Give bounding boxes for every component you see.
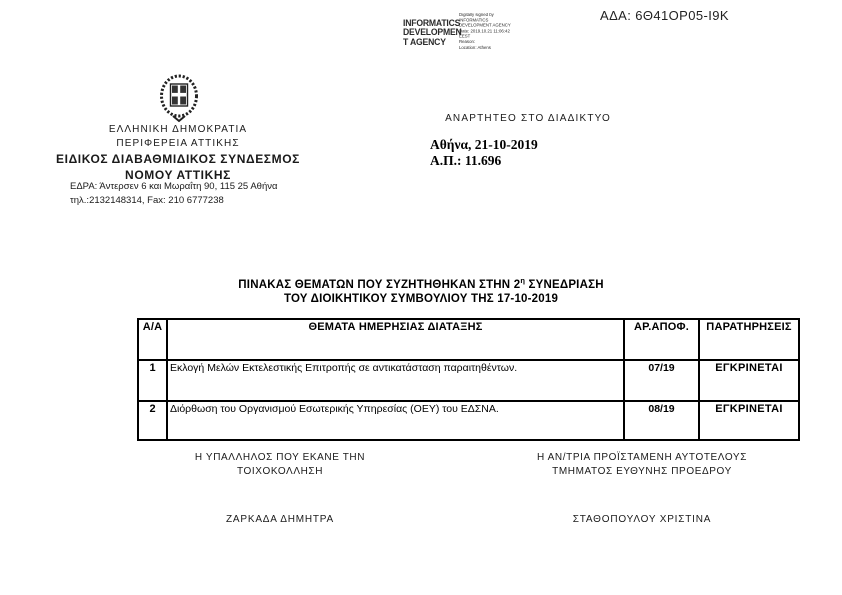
stamp-detail-line: DEVELOPMENT AGENCY	[459, 23, 511, 29]
digital-signature-stamp	[403, 19, 463, 47]
org-name-line1: ΕΙΔΙΚΟΣ ΔΙΑΒΑΘΜΙΔΙΚΟΣ ΣΥΝΔΕΣΜΟΣ	[56, 152, 300, 166]
protocol-number: Α.Π.: 11.696	[430, 153, 502, 168]
org-name-line2: ΝΟΜΟΥ ΑΤΤΙΚΗΣ	[125, 168, 231, 182]
signer-role-line1: Η ΑΝ/ΤΡΙΑ ΠΡΟΪΣΤΑΜΕΝΗ ΑΥΤΟΤΕΛΟΥΣ	[537, 452, 747, 463]
col-header-decision-no: ΑΡ.ΑΠΟΦ.	[624, 319, 699, 360]
signature-block-left	[145, 451, 415, 527]
stamp-detail-line: Reason:	[459, 40, 476, 45]
signer-name: ΖΑΡΚΑΔΑ ΔΗΜΗΤΡΑ	[226, 514, 334, 525]
row-remark: ΕΓΚΡΙΝΕΤΑΙ	[699, 360, 799, 401]
org-address: ΕΔΡΑ: Άντερσεν 6 και Μωραΐτη 90, 115 25 Αθήνα	[70, 181, 278, 192]
table-header-row	[138, 319, 799, 360]
digital-signature-details	[459, 13, 531, 51]
signer-role-line1: Η ΥΠΑΛΛΗΛΟΣ ΠΟΥ ΕΚΑΝΕ ΤΗΝ	[194, 452, 366, 463]
greek-coat-of-arms-icon	[157, 73, 201, 125]
row-topic: Εκλογή Μελών Εκτελεστικής Επιτροπής σε αντικατάσταση παραιτηθέντων.	[167, 360, 624, 401]
col-header-topics: ΘΕΜΑΤΑ ΗΜΕΡΗΣΙΑΣ ΔΙΑΤΑΞΗΣ	[167, 319, 624, 360]
title-line1: ΠΙΝΑΚΑΣ ΘΕΜΑΤΩΝ ΠΟΥ ΣΥΖΗΤΗΘΗΚΑΝ ΣΤΗΝ $2^\eta$ ΣΥΝΕΔΡΙΑΣΗ	[238, 276, 604, 291]
publish-notice: ΑΝΑΡΤΗΤΕΟ ΣΤΟ ΔΙΑΔΙΚΤΥΟ	[445, 113, 611, 124]
row-topic: Διόρθωση του Οργανισμού Εσωτερικής Υπηρεσίας (ΟΕΥ) του ΕΔΣΝΑ.	[167, 401, 624, 440]
row-decision-number: 07/19	[624, 360, 699, 401]
topics-table	[137, 318, 800, 441]
col-header-index: Α/Α	[138, 319, 167, 360]
title-line2: ΤΟΥ ΔΙΟΙΚΗΤΙΚΟΥ ΣΥΜΒΟΥΛΙΟΥ ΤΗΣ 17-10-2019	[283, 293, 559, 306]
stamp-detail-line: Date: 2019.10.21 11:06:42	[459, 29, 510, 34]
stamp-agency-line: T AGENCY	[403, 36, 446, 47]
stamp-detail-line: Digitally signed by	[459, 13, 494, 18]
ada-code: ΑΔΑ: 6Θ41ΟΡ05-Ι9Κ	[600, 8, 729, 23]
col-header-remarks: ΠΑΡΑΤΗΡΗΣΕΙΣ	[699, 319, 799, 360]
table-row	[138, 360, 799, 401]
org-region: ΠΕΡΙΦΕΡΕΙΑ ΑΤΤΙΚΗΣ	[116, 138, 240, 149]
stamp-agency-line: INFORMATICS	[403, 18, 461, 28]
city-date: Αθήνα, 21-10-2019	[430, 137, 538, 152]
organization-contact	[70, 180, 370, 207]
row-decision-number: 08/19	[624, 401, 699, 440]
org-country: ΕΛΛΗΝΙΚΗ ΔΗΜΟΚΡΑΤΙΑ	[108, 124, 248, 135]
signer-name: ΣΤΑΘΟΠΟΥΛΟΥ ΧΡΙΣΤΙΝΑ	[572, 514, 712, 525]
document-title	[0, 274, 842, 307]
organization-header	[37, 124, 319, 182]
stamp-detail-line: EEST	[459, 34, 471, 40]
row-remark: ΕΓΚΡΙΝΕΤΑΙ	[699, 401, 799, 440]
signer-role-line2: ΤΟΙΧΟΚΟΛΛΗΣΗ	[236, 466, 324, 477]
stamp-detail-line: Location: Athens	[459, 45, 491, 51]
stamp-agency-line: DEVELOPMEN	[403, 27, 462, 38]
table-row	[138, 401, 799, 440]
row-index: 2	[138, 401, 167, 440]
date-protocol-block	[430, 137, 680, 169]
signer-role-line2: ΤΜΗΜΑΤΟΣ ΕΥΘΥΝΗΣ ΠΡΟΕΔΡΟΥ	[552, 466, 732, 477]
org-phone-fax: τηλ.:2132148314, Fax: 210 6777238	[70, 194, 224, 206]
row-index: 1	[138, 360, 167, 401]
signature-block-right	[503, 451, 781, 527]
ordinal-superscript: η	[520, 276, 526, 285]
stamp-detail-line: INFORMATICS	[459, 18, 489, 23]
